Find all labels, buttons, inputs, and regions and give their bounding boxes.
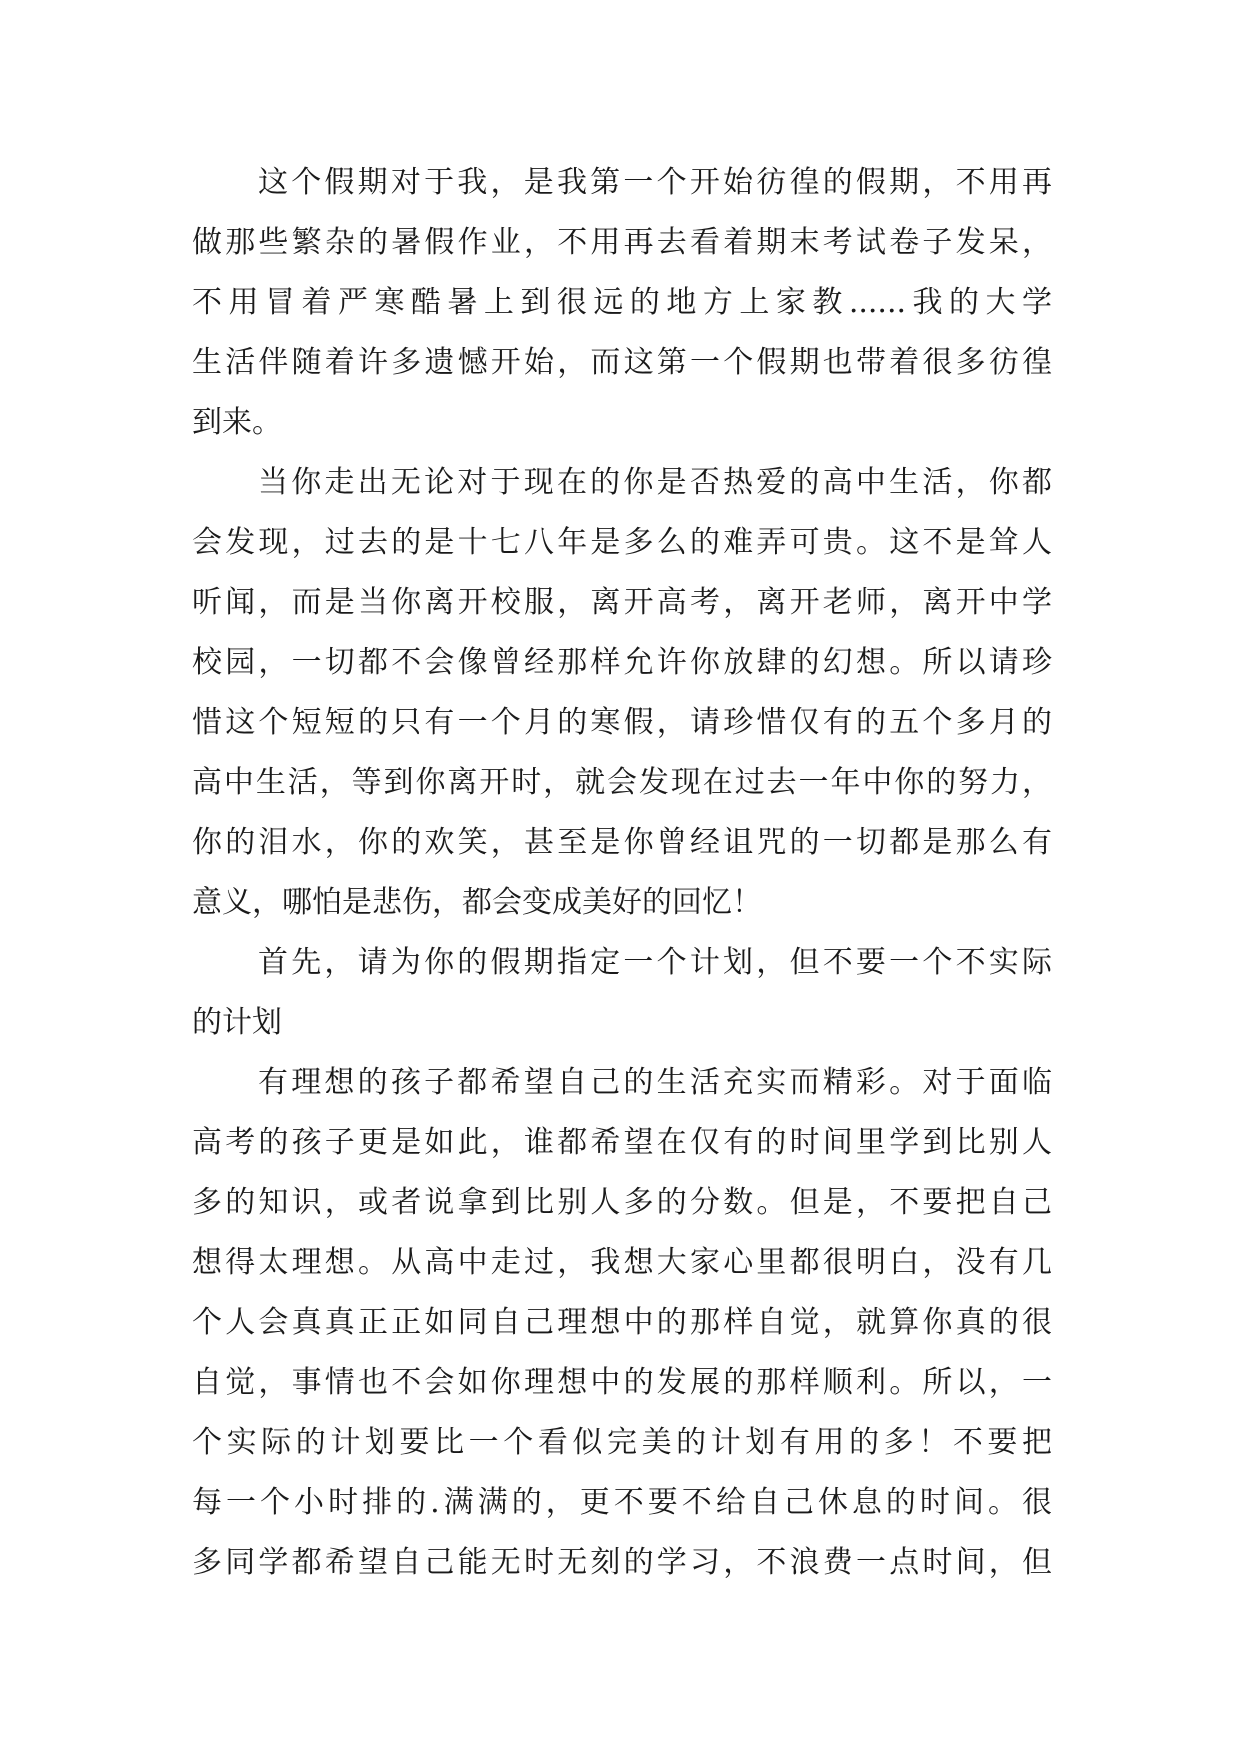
paragraph-2-line-6: 高中生活，等到你离开时，就会发现在过去一年中你的努力， xyxy=(192,765,1052,800)
paragraph-1-line-4: 生活伴随着许多遗憾开始，而这第一个假期也带着很多彷徨 xyxy=(192,345,1052,380)
document-body xyxy=(192,153,1052,1593)
paragraph-4-line-3: 多的知识，或者说拿到比别人多的分数。但是，不要把自己 xyxy=(192,1185,1052,1220)
paragraph-4-line-5: 个人会真真正正如同自己理想中的那样自觉，就算你真的很 xyxy=(192,1305,1052,1340)
paragraph-4-line-7: 个实际的计划要比一个看似完美的计划有用的多！不要把 xyxy=(192,1425,1052,1460)
paragraph-4-line-2: 高考的孩子更是如此，谁都希望在仅有的时间里学到比别人 xyxy=(192,1125,1052,1160)
paragraph-2-line-7: 你的泪水，你的欢笑，甚至是你曾经诅咒的一切都是那么有 xyxy=(192,825,1052,860)
paragraph-4-line-1: 有理想的孩子都希望自己的生活充实而精彩。对于面临 xyxy=(258,1065,1052,1100)
paragraph-2-line-1: 当你走出无论对于现在的你是否热爱的高中生活，你都 xyxy=(258,465,1052,500)
paragraph-4-line-8: 每一个小时排的.满满的，更不要不给自己休息的时间。很 xyxy=(192,1485,1052,1520)
paragraph-1-line-1: 这个假期对于我，是我第一个开始彷徨的假期，不用再 xyxy=(258,165,1052,200)
paragraph-2-line-4: 校园，一切都不会像曾经那样允许你放肆的幻想。所以请珍 xyxy=(192,645,1052,680)
paragraph-4-line-6: 自觉，事情也不会如你理想中的发展的那样顺利。所以，一 xyxy=(192,1365,1052,1400)
paragraph-4-line-4: 想得太理想。从高中走过，我想大家心里都很明白，没有几 xyxy=(192,1245,1052,1280)
paragraph-2-line-8: 意义，哪怕是悲伤，都会变成美好的回忆！ xyxy=(192,885,762,920)
paragraph-1-line-3: 不用冒着严寒酷暑上到很远的地方上家教......我的大学 xyxy=(192,285,1052,320)
paragraph-2-line-5: 惜这个短短的只有一个月的寒假，请珍惜仅有的五个多月的 xyxy=(192,705,1052,740)
paragraph-1-line-2: 做那些繁杂的暑假作业，不用再去看着期末考试卷子发呆， xyxy=(192,225,1052,260)
paragraph-4-line-9: 多同学都希望自己能无时无刻的学习，不浪费一点时间，但 xyxy=(192,1545,1052,1580)
paragraph-3-line-1: 首先，请为你的假期指定一个计划，但不要一个不实际 xyxy=(258,945,1052,980)
paragraph-2-line-2: 会发现，过去的是十七八年是多么的难弄可贵。这不是耸人 xyxy=(192,525,1052,560)
paragraph-3-line-2: 的计划 xyxy=(192,1005,282,1040)
paragraph-2-line-3: 听闻，而是当你离开校服，离开高考，离开老师，离开中学 xyxy=(192,585,1052,620)
paragraph-1-line-5: 到来。 xyxy=(192,405,282,440)
